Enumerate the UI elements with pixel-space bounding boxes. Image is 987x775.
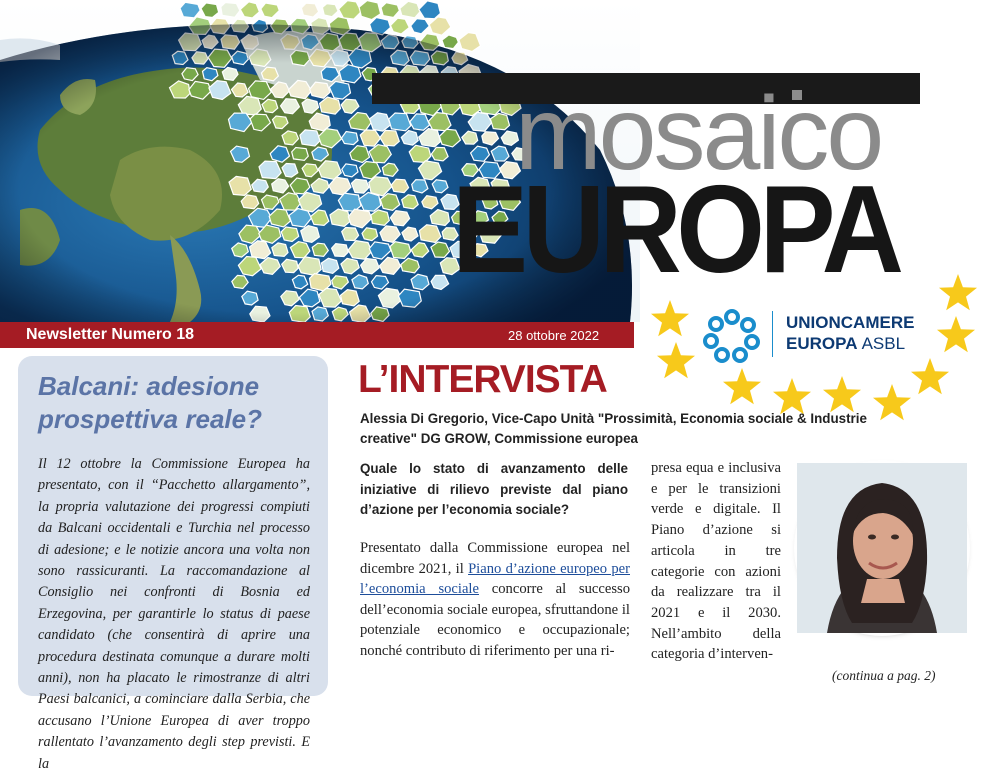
mosaic-tile (419, 1, 441, 19)
mosaic-tile (381, 3, 399, 18)
issue-date: 28 ottobre 2022 (508, 328, 600, 343)
interview-author: Alessia Di Gregorio, Vice-Capo Unità "Prossimità, Economia sociale & Industrie creative" DG GROW, Commissione europea (360, 411, 867, 446)
sidebar-title: Balcani: adesione prospettiva reale? (38, 371, 262, 434)
unioncamere-logo-icon (700, 308, 764, 364)
article-column-2: presa equa e inclusiva e per le transizioni verde e digitale. Il Piano d’azione si articola in tre categorie con azioni da realizzare tra il 2021 e il 2030. Nell’ambito della categoria d’interven- (651, 460, 781, 663)
masthead-title-mosaico: mosaico (515, 76, 882, 192)
eu-star-icon (823, 376, 861, 412)
mosaic-tile (221, 3, 240, 18)
logo-divider (772, 311, 773, 357)
mosaic-tile (400, 1, 420, 18)
publisher-name-line1: UNIONCAMERE (786, 313, 915, 332)
action-plan-link[interactable]: Piano d’azione europeo per l’economia sociale (360, 560, 630, 598)
continued-note: (continua a pag. 2) (832, 668, 936, 683)
mosaic-tile (359, 1, 381, 20)
eu-star-icon (657, 342, 695, 378)
mosaic-tile (411, 19, 430, 34)
mosaic-tile (240, 2, 259, 18)
issue-number: Newsletter Numero 18 (26, 326, 195, 343)
interview-question: Quale lo stato di avanzamento delle iniziative di rilievo previste dal piano d’azione per l’economia sociale? (360, 461, 628, 517)
mosaic-tile (339, 1, 362, 20)
mosaic-tile (459, 33, 481, 52)
article-column-1 (360, 538, 630, 662)
publisher-name (786, 312, 914, 354)
mosaic-tile (322, 4, 338, 17)
sidebar-box (18, 356, 328, 772)
sidebar-text: Il 12 ottobre la Commissione Europea ha presentato, con il “Pacchetto allargamento”, la propria valutazione dei progressi compiuti da Balcani occidentali e Turchia nel processo di adesione; e le notizie ancora una volta non sono rassicuranti. La raccomandazione al Consiglio nei confronti di Bosnia ed Erzegovina, per garantirle lo status di paese candidato (che consentirà di aprire una procedura destinata comunque a durare molti anni), non ha placato le rimostranze di altri Paesi balcanici, a cominciare dalla Serbia, che accusano l’Unione Europea di aver troppo rallentato l’avanzamento degli step previsti. E la (38, 456, 310, 772)
mosaic-tile (180, 2, 200, 18)
eu-star-icon (911, 358, 949, 394)
publisher-suffix: ASBL (861, 334, 906, 353)
mosaic-tile (261, 3, 280, 18)
mosaic-tile (201, 3, 219, 18)
publisher-name-line2: EUROPA (786, 334, 857, 353)
eu-star-icon (937, 316, 975, 352)
mosaic-tile (429, 17, 451, 35)
section-title: L’INTERVISTA (358, 358, 607, 401)
eu-star-icon (723, 368, 761, 404)
article-intro: Presentato dalla Commissione europea nel dicembre 2021, il (360, 540, 630, 577)
mosaic-tile (301, 3, 318, 17)
article-rest: concorre al successo dell’economia sociale europea, sfruttandone il potenziale economico e occupazionale; nonché contributo di riferimento per una ri- (360, 581, 630, 659)
interviewee-portrait (797, 463, 967, 633)
mosaic-tile (442, 35, 459, 49)
issue-bar (0, 322, 634, 348)
eu-star-icon (651, 300, 689, 336)
eu-star-icon (939, 274, 977, 310)
masthead-title-europa: EUROPA (452, 161, 899, 299)
mosaic-tile (391, 18, 410, 34)
